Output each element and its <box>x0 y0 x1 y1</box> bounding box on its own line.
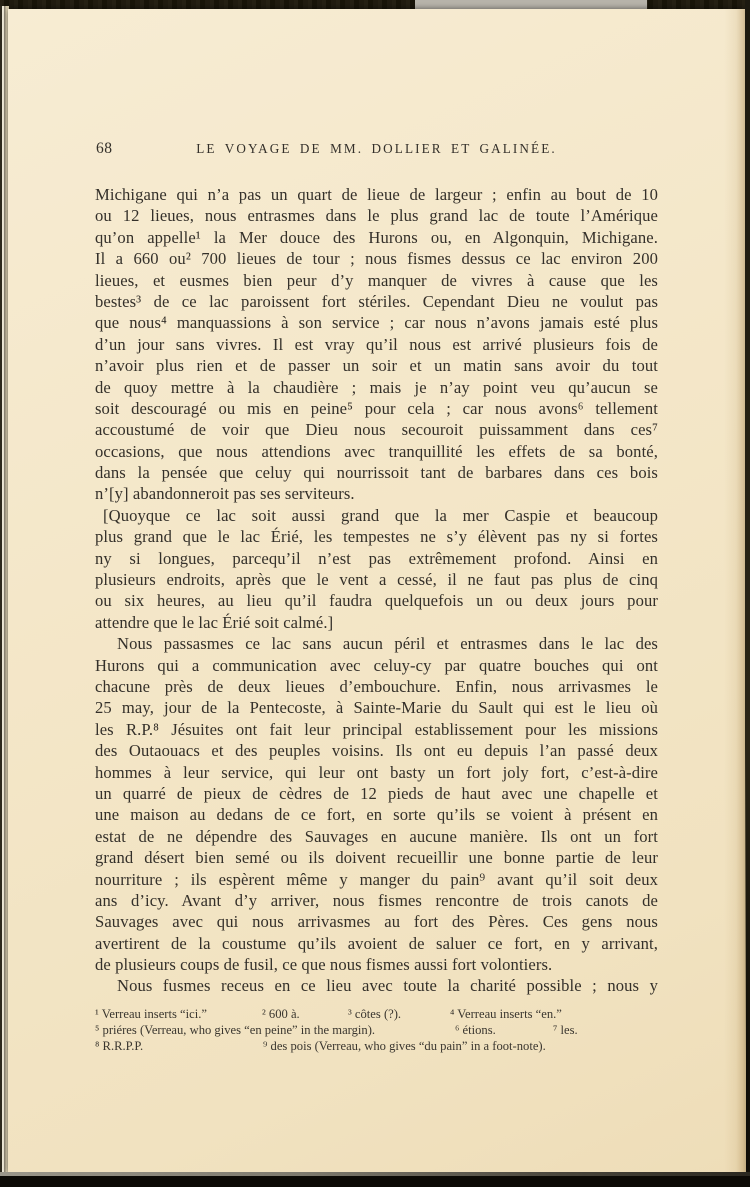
page-number: 68 <box>96 140 113 157</box>
text-line: occasions, que nous attendions avec tranquillité les effets de sa bonté, <box>95 441 658 461</box>
text-line: qu’on appelle¹ la Mer douce des Hurons ou, en Algonquin, Michigane. <box>95 227 658 247</box>
text-line: Michigane qui n’a pas un quart de lieue de largeur ; enfin au bout de 10 <box>95 185 658 204</box>
footnote-segment: ⁵ priéres (Verreau, who gives “en peine” in the margin). <box>95 1022 376 1037</box>
body-text <box>95 184 658 997</box>
text-line: une maison au dedans de ce fort, en sorte qu’ils se voient à présent en <box>95 805 658 825</box>
footnote-segment: ⁴ Verreau inserts “en.” <box>450 1007 562 1021</box>
paragraph <box>95 633 658 975</box>
table-surface-bottom <box>0 1176 750 1187</box>
text-line: Nous passasmes ce lac sans aucun péril et entrasmes dans le lac des <box>117 634 658 654</box>
text-line: Il a 660 ou² 700 lieues de tour ; nous fismes dessus ce lac environ 200 <box>95 249 658 269</box>
page-curl-shadow <box>724 9 746 1173</box>
text-line: ans d’icy. Avant d’y arriver, nous fismes rencontre de trois canots de <box>95 890 658 910</box>
text-line: avertirent de la coustume qu’ils avoient de saluer ce fort, en y arrivant, <box>95 933 658 953</box>
text-line: Hurons qui a communication avec celuy-cy par quatre bouches qui ont <box>95 655 658 675</box>
text-line: ny si longues, parcequ’il n’est pas extrêmement profond. Ainsi en <box>95 548 658 568</box>
text-line: soit descouragé ou mis en peine⁵ pour cela ; car nous avons⁶ tellement <box>95 398 658 418</box>
text-line: chacune près de deux lieues d’embouchure. Enfin, nous arrivasmes le <box>95 676 658 696</box>
text-line: bestes³ de ce lac paroissent fort stériles. Cependant Dieu ne voulut pas <box>95 291 658 311</box>
text-line: [Quoyque ce lac soit aussi grand que la mer Caspie et beaucoup <box>103 505 658 525</box>
text-line: des Outaouacs et des peuples voisins. Ils ont eu depuis l’an passé deux <box>95 741 658 761</box>
text-line: hommes à leur service, qui leur ont basty un fort joly fort, c’est-à-dire <box>95 762 658 782</box>
text-line: plusieurs endroits, après que le vent a cessé, il ne faut pas plus de cinq <box>95 570 658 590</box>
footnote-segment: ² 600 à. <box>262 1007 300 1021</box>
text-line: de quoy mettre à la chaudière ; mais je n’ay point veu qu’aucun se <box>95 377 658 397</box>
paragraph <box>95 975 658 996</box>
footnote-segment: ⁷ les. <box>553 1022 578 1037</box>
paragraph <box>95 184 658 505</box>
text-line: ou six heures, au lieu qu’il faudra quelquefois un ou deux jours pour <box>95 591 658 611</box>
text-line: Sauvages avec qui nous arrivasmes au fort des Pères. Ces gens nous <box>95 912 658 932</box>
footnote-line <box>95 1023 658 1039</box>
text-line: dans la pensée que celuy qui nourrissoit tant de barbares dans ces bois <box>95 463 658 483</box>
text-line: attendre que le lac Érié soit calmé.] <box>95 612 334 632</box>
text-line: estat de ne dépendre des Sauvages en aucune manière. Ils ont un fort <box>95 826 658 846</box>
text-line: Nous fusmes receus en ce lieu avec toute la charité possible ; nous y <box>117 976 658 996</box>
footnote-segment: ⁸ R.R.P.P. <box>95 1038 144 1053</box>
page-header <box>95 140 658 160</box>
text-line: grand désert bien semé ou ils doivent recueillir une bonne partie de leur <box>95 848 658 868</box>
footnotes <box>95 1007 658 1054</box>
text-line: les R.P.⁸ Jésuites ont fait leur principal establissement pour les missions <box>95 719 658 739</box>
text-line: n’avoir plus rien et de passer un soir et un matin sans avoir du tout <box>95 356 658 376</box>
paragraph <box>95 505 658 633</box>
page-content <box>95 9 658 1173</box>
text-line: n’[y] abandonneroit pas ses serviteurs. <box>95 484 355 504</box>
text-line: que nous⁴ manquassions à son service ; car nous n’avons jamais esté plus <box>95 313 658 333</box>
text-line: d’un jour sans vivres. Il est vray qu’il nous est arrivé plusieurs fois de <box>95 334 658 354</box>
text-line: lieues, et eusmes bien peur d’y manquer de vivres à cause que les <box>95 270 658 290</box>
footnote-segment: ³ côtes (?). <box>348 1007 402 1021</box>
footnote-segment: ⁶ étions. <box>455 1022 496 1037</box>
text-line: 25 may, jour de la Pentecoste, à Sainte-Marie du Sault qui est le lieu où <box>95 698 658 718</box>
footnote-segment: ⁹ des pois (Verreau, who gives “du pain” in a foot-note). <box>263 1038 546 1053</box>
text-line: un quarré de pieux de cèdres de 12 pieds de haut avec une chapelle et <box>95 783 658 803</box>
footnote-segment: ¹ Verreau inserts “ici.” <box>95 1007 207 1021</box>
footnote-line <box>95 1039 658 1055</box>
text-line: ou 12 lieues, nous entrasmes dans le plus grand lac de toute l’Amérique <box>95 206 658 226</box>
book-page <box>8 9 746 1173</box>
text-line: nourriture ; ils espèrent même y manger du pain⁹ avant qu’il soit deux <box>95 869 658 889</box>
footnote-line <box>95 1007 658 1023</box>
right-background-edge <box>745 0 750 1065</box>
text-line: accoustumé de voir que Dieu nous secouroit puissamment dans ces⁷ <box>95 420 658 440</box>
running-title: LE VOYAGE DE MM. DOLLIER ET GALINÉE. <box>196 141 557 156</box>
text-line: plus grand que le lac Érié, les tempestes ne s’y élèvent pas ny si fortes <box>95 527 658 547</box>
text-line: de plusieurs coups de fusil, ce que nous fismes aussi fort volontiers. <box>95 955 553 975</box>
